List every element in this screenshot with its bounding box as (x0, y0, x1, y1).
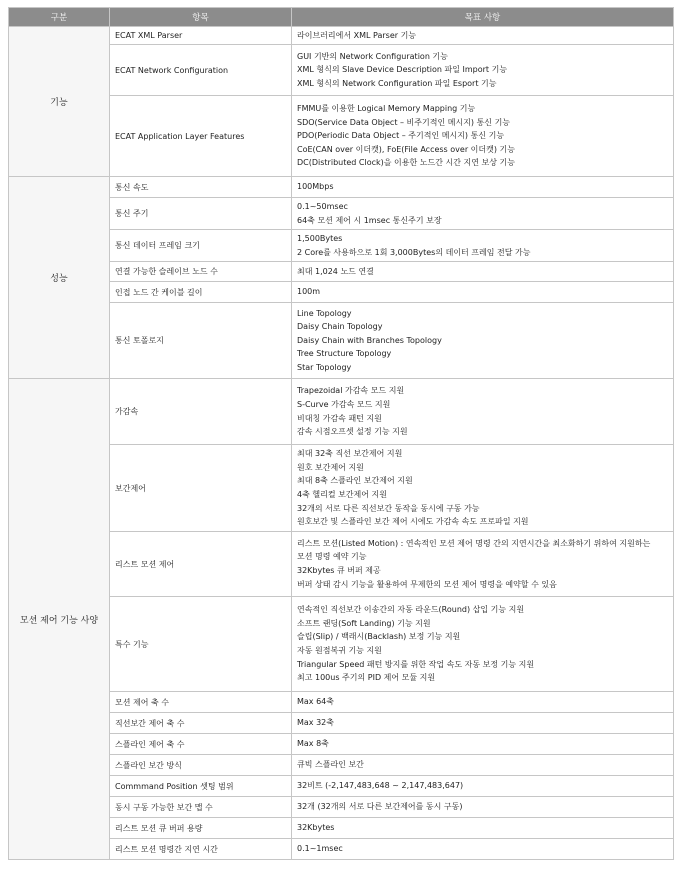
item-cell: 통신 데이터 프레임 크기 (110, 230, 292, 262)
target-cell (292, 734, 674, 755)
target-line: Daisy Chain with Branches Topology (297, 335, 442, 345)
target-line: CoE(CAN over 이더캣), FoE(File Access over 이더캣) 기능 (297, 144, 515, 154)
target-line: S-Curve 가감속 모드 지원 (297, 399, 391, 409)
target-line: 원호 보간제어 지원 (297, 462, 364, 472)
target-cell (292, 282, 674, 303)
target-line: 라이브러리에서 XML Parser 기능 (297, 30, 417, 40)
target-line: 리스트 모션(Listed Motion) : 연속적인 모션 제어 명령 간의 지연시간을 최소화하기 위하여 지원하는 (297, 538, 651, 548)
target-line: 32Kbytes (297, 823, 335, 833)
target-line: 2 Core를 사용하으로 1회 3,000Bytes의 데이터 프레임 전달 가능 (297, 247, 531, 257)
target-cell (292, 818, 674, 839)
table-row (9, 177, 674, 198)
target-cell (292, 776, 674, 797)
item-cell: ECAT XML Parser (110, 27, 292, 45)
target-line: 연속적인 직선보간 이송간의 자동 라운드(Round) 삽입 기능 지원 (297, 605, 525, 615)
target-cell (292, 379, 674, 445)
item-cell: 연결 가능한 슬레이브 노드 수 (110, 262, 292, 282)
target-line: 원호보간 및 스플라인 보간 제어 시에도 가감속 속도 프로파일 지원 (297, 517, 529, 527)
target-cell (292, 198, 674, 230)
category-cell: 기능 (9, 27, 110, 177)
item-cell: 보간제어 (110, 445, 292, 532)
target-line: FMMU를 이용한 Logical Memory Mapping 기능 (297, 104, 476, 114)
target-line: XML 형식의 Slave Device Description 파일 Import 기능 (297, 65, 508, 75)
target-line: GUI 기반의 Network Configuration 기능 (297, 51, 448, 61)
item-cell: 리스트 모션 명령간 지연 시간 (110, 839, 292, 860)
target-cell (292, 303, 674, 379)
target-cell (292, 713, 674, 734)
spec-table (8, 7, 674, 860)
item-cell: 직선보간 제어 축 수 (110, 713, 292, 734)
table-row (9, 379, 674, 445)
item-cell: ECAT Application Layer Features (110, 96, 292, 177)
target-line: Trapezoidal 가감속 모드 지원 (297, 386, 405, 396)
target-line: 최고 100us 주기의 PID 제어 모듈 지원 (297, 673, 436, 683)
target-line: 64축 모션 제어 시 1msec 통신주기 보장 (297, 215, 442, 225)
target-line: 1,500Bytes (297, 233, 343, 243)
target-line: Max 8축 (297, 739, 329, 749)
target-line: 32개 (32개의 서로 다른 보간제어를 동시 구동) (297, 802, 463, 812)
target-line: 소프트 랜딩(Soft Landing) 기능 지원 (297, 618, 431, 628)
target-line: 0.1~1msec (297, 844, 343, 854)
target-line: PDO(Periodic Data Object – 주기적인 메시지) 통신 기능 (297, 131, 505, 141)
target-line: 큐빅 스플라인 보간 (297, 760, 364, 770)
target-line: XML 형식의 Network Configuration 파일 Esport 기능 (297, 78, 497, 88)
item-cell: 가감속 (110, 379, 292, 445)
target-line: 4축 헬리컬 보간제어 지원 (297, 490, 387, 499)
target-cell (292, 532, 674, 597)
target-line: 100Mbps (297, 182, 334, 192)
target-cell (292, 692, 674, 713)
target-line: 버퍼 상태 감시 기능을 활용하여 무제한의 모션 제어 명령을 예약할 수 있음 (297, 579, 557, 589)
item-cell: 스플라인 제어 축 수 (110, 734, 292, 755)
target-line: Line Topology (297, 308, 352, 318)
item-cell: ECAT Network Configuration (110, 45, 292, 96)
item-cell: 리스트 모션 큐 버퍼 용량 (110, 818, 292, 839)
target-cell (292, 45, 674, 96)
target-line: 32개의 서로 다른 직선보간 동작을 동시에 구동 가능 (297, 503, 480, 513)
target-line: 감속 시점오프셋 설정 기능 지원 (297, 427, 408, 437)
target-line: 비대칭 가감속 패턴 지원 (297, 413, 382, 423)
category-cell: 성능 (9, 177, 110, 379)
target-cell (292, 96, 674, 177)
target-cell (292, 177, 674, 198)
target-line: 슬립(Slip) / 백래시(Backlash) 보정 기능 지원 (297, 632, 461, 642)
target-line: SDO(Service Data Object – 비주기적인 메시지) 통신 기능 (297, 117, 511, 127)
target-cell (292, 755, 674, 776)
item-cell: Commmand Position 셋팅 범위 (110, 776, 292, 797)
target-cell (292, 262, 674, 282)
header-target: 목표 사항 (292, 8, 674, 27)
target-line: 32Kbytes 큐 버퍼 제공 (297, 566, 381, 575)
item-cell: 통신 토폴로지 (110, 303, 292, 379)
item-cell: 통신 속도 (110, 177, 292, 198)
item-cell: 동시 구동 가능한 보간 맵 수 (110, 797, 292, 818)
item-cell: 모션 제어 축 수 (110, 692, 292, 713)
header-category: 구분 (9, 8, 110, 27)
target-cell (292, 27, 674, 45)
target-line: 32비트 (-2,147,483,648 ~ 2,147,483,647) (297, 781, 464, 791)
item-cell: 리스트 모션 제어 (110, 532, 292, 597)
target-line: Tree Structure Topology (297, 349, 392, 359)
target-line: 100m (297, 287, 321, 297)
category-cell: 모션 제어 기능 사양 (9, 379, 110, 860)
item-cell: 스플라인 보간 방식 (110, 755, 292, 776)
item-cell: 인접 노드 간 케이블 길이 (110, 282, 292, 303)
target-line: Max 64축 (297, 697, 334, 707)
table-row (9, 27, 674, 45)
target-line: 최대 32축 직선 보간제어 지원 (297, 449, 403, 459)
item-cell: 특수 기능 (110, 597, 292, 692)
target-line: Triangular Speed 패턴 방지를 위한 작업 속도 자동 보정 기능 지원 (297, 659, 535, 669)
target-line: DC(Distributed Clock)을 이용한 노드간 시간 지연 보상 기능 (297, 158, 515, 168)
target-line: 모션 명령 예약 기능 (297, 552, 367, 562)
header-row (9, 8, 674, 27)
target-cell (292, 230, 674, 262)
target-cell (292, 839, 674, 860)
item-cell: 통신 주기 (110, 198, 292, 230)
target-line: 0.1~50msec (297, 201, 348, 211)
target-cell (292, 797, 674, 818)
target-line: 최대 8축 스플라인 보간제어 지원 (297, 476, 413, 486)
target-line: Star Topology (297, 362, 352, 372)
target-line: 자동 원점복귀 기능 지원 (297, 646, 382, 655)
target-line: Max 32축 (297, 718, 334, 728)
spec-body (9, 27, 674, 860)
header-item: 항목 (110, 8, 292, 27)
target-line: Daisy Chain Topology (297, 322, 383, 332)
target-cell (292, 445, 674, 532)
target-line: 최대 1,024 노드 연결 (297, 266, 374, 276)
target-cell (292, 597, 674, 692)
